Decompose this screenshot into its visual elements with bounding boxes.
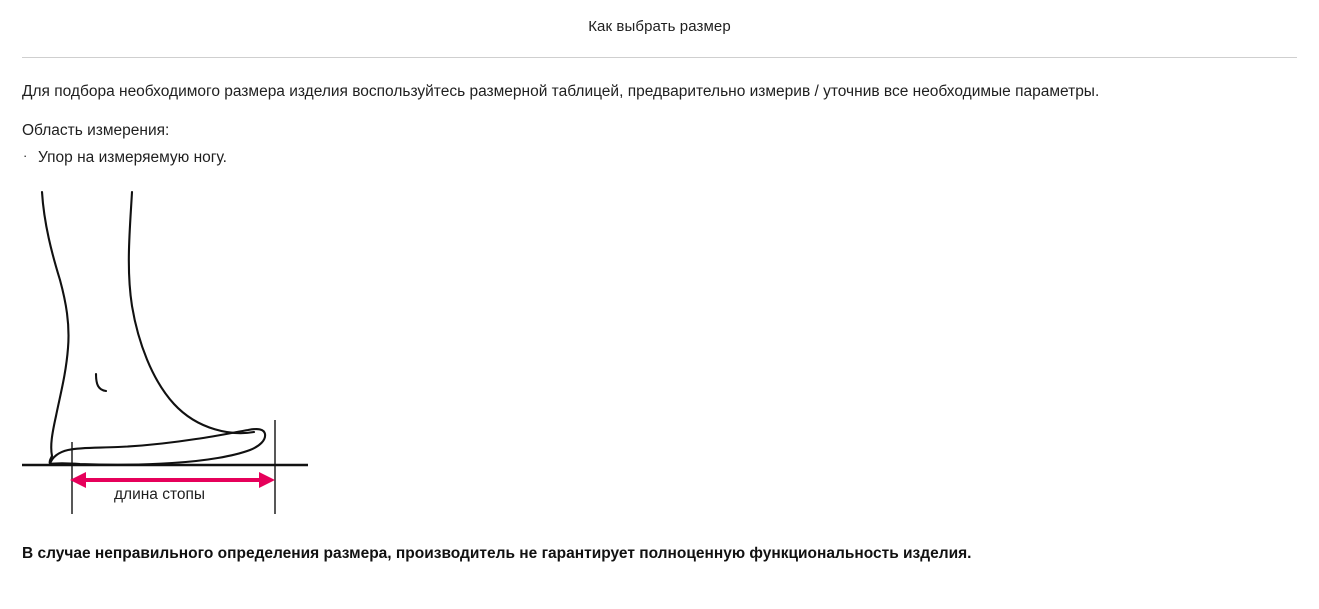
intro-paragraph: Для подбора необходимого размера изделия воспользуйтесь размерной таблицей, предварительно измерив / уточнив все необходимые параметры. xyxy=(22,83,1100,100)
page-title: Как выбрать размер xyxy=(588,18,731,35)
figure-caption: длина стопы xyxy=(114,486,206,504)
list-item-label: Упор на измеряемую ногу. xyxy=(38,148,227,166)
measurement-area-label: Область измерения: xyxy=(22,121,170,139)
measurement-bullet-list xyxy=(22,148,1297,168)
list-item xyxy=(22,148,1297,168)
warning-footnote: В случае неправильного определения размера, производитель не гарантирует полноценную функциональность изделия. xyxy=(22,545,972,562)
page-content xyxy=(0,58,1319,524)
foot-diagram-svg xyxy=(22,184,352,524)
foot-length-diagram xyxy=(22,184,352,524)
bullet-dot-icon: · xyxy=(23,147,28,163)
foot-outline-icon xyxy=(42,192,265,465)
page-header xyxy=(0,0,1319,57)
